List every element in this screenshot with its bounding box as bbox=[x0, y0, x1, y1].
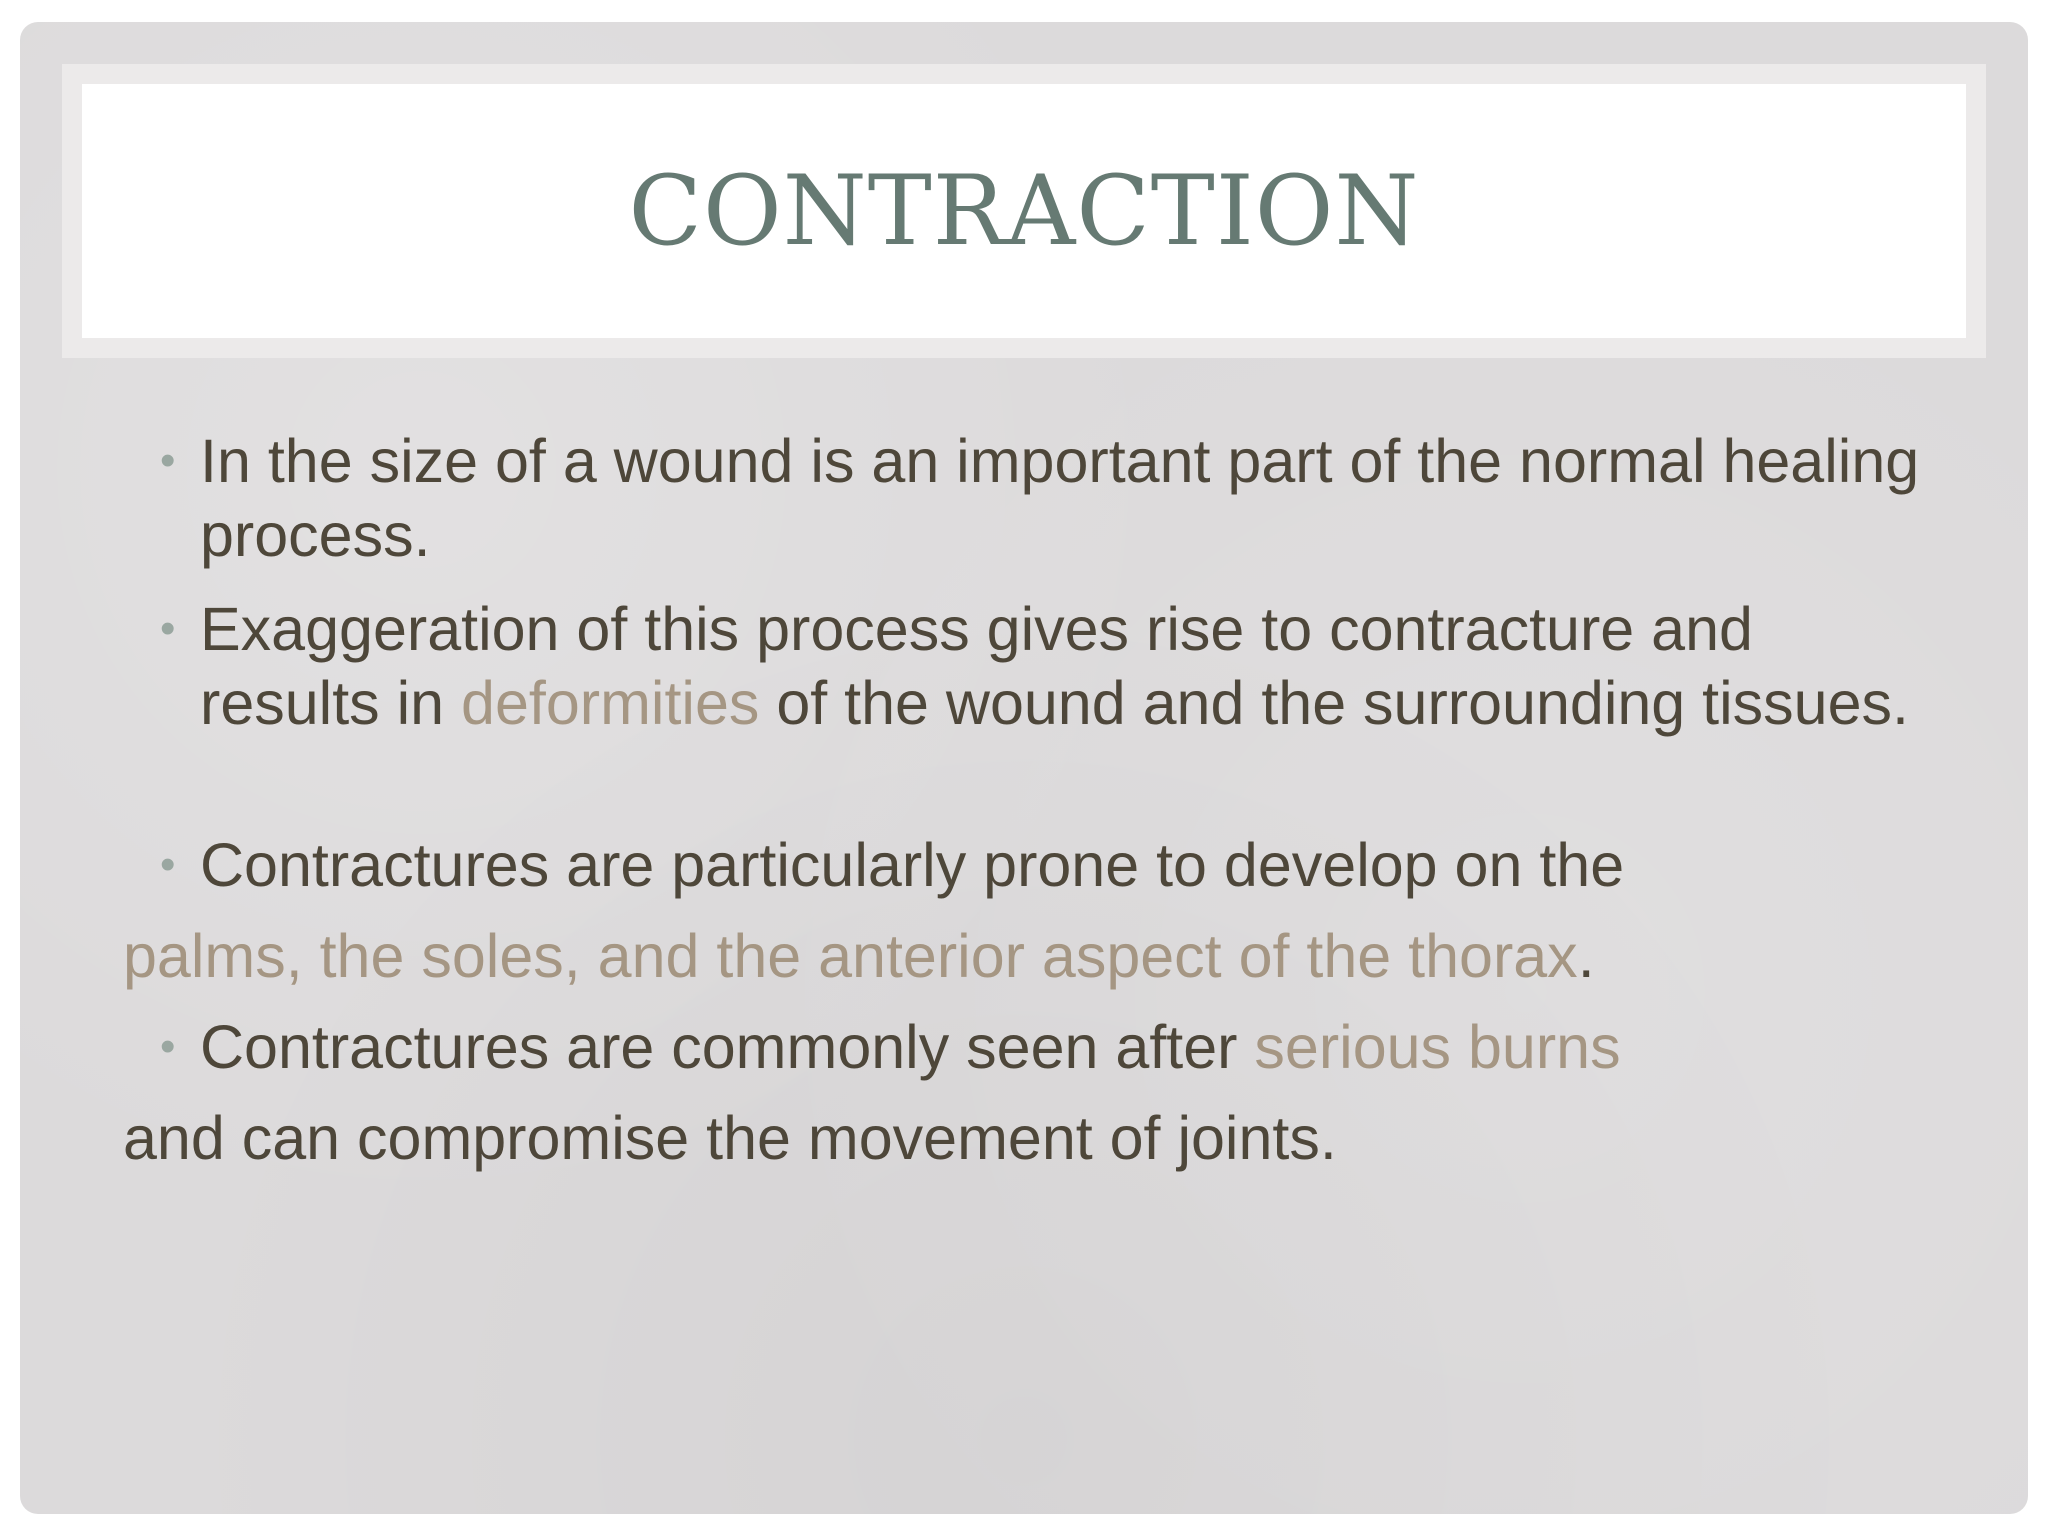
bullet-3 bbox=[160, 828, 1920, 902]
bullet-1-text: In the size of a wound is an important part of the normal healing process. bbox=[200, 427, 1920, 569]
bullet-2 bbox=[160, 592, 1920, 740]
bullet-2-text-start: Exaggeration of this process gives rise to contracture and results in bbox=[200, 595, 1753, 737]
slide-body bbox=[20, 22, 2028, 1514]
slide-title: CONTRACTION bbox=[628, 155, 1420, 267]
bullet-4-accent-burns: serious burns bbox=[1254, 1013, 1621, 1081]
bullet-dot-icon: • bbox=[160, 604, 176, 653]
bullet-2-accent-deformities: deformities bbox=[461, 669, 760, 737]
bullet-3-continuation bbox=[123, 919, 1973, 993]
bullet-4-continuation-text: and can compromise the movement of joints. bbox=[123, 1104, 1337, 1172]
bullet-dot-icon: • bbox=[160, 436, 176, 485]
slide bbox=[20, 22, 2028, 1514]
bullet-2-text-end: of the wound and the surrounding tissues. bbox=[759, 669, 1909, 737]
bullet-4-continuation bbox=[123, 1101, 1973, 1175]
bullet-1 bbox=[160, 424, 1920, 572]
bullet-4-text: Contractures are commonly seen after bbox=[200, 1013, 1255, 1081]
bullet-3-accent-locations: palms, the soles, and the anterior aspect of the thorax bbox=[123, 922, 1578, 990]
bullet-4 bbox=[160, 1010, 1920, 1084]
bullet-3-period: . bbox=[1577, 922, 1595, 990]
bullet-dot-icon: • bbox=[160, 1022, 176, 1071]
bullet-3-text: Contractures are particularly prone to develop on the bbox=[200, 831, 1625, 899]
bullet-dot-icon: • bbox=[160, 840, 176, 889]
